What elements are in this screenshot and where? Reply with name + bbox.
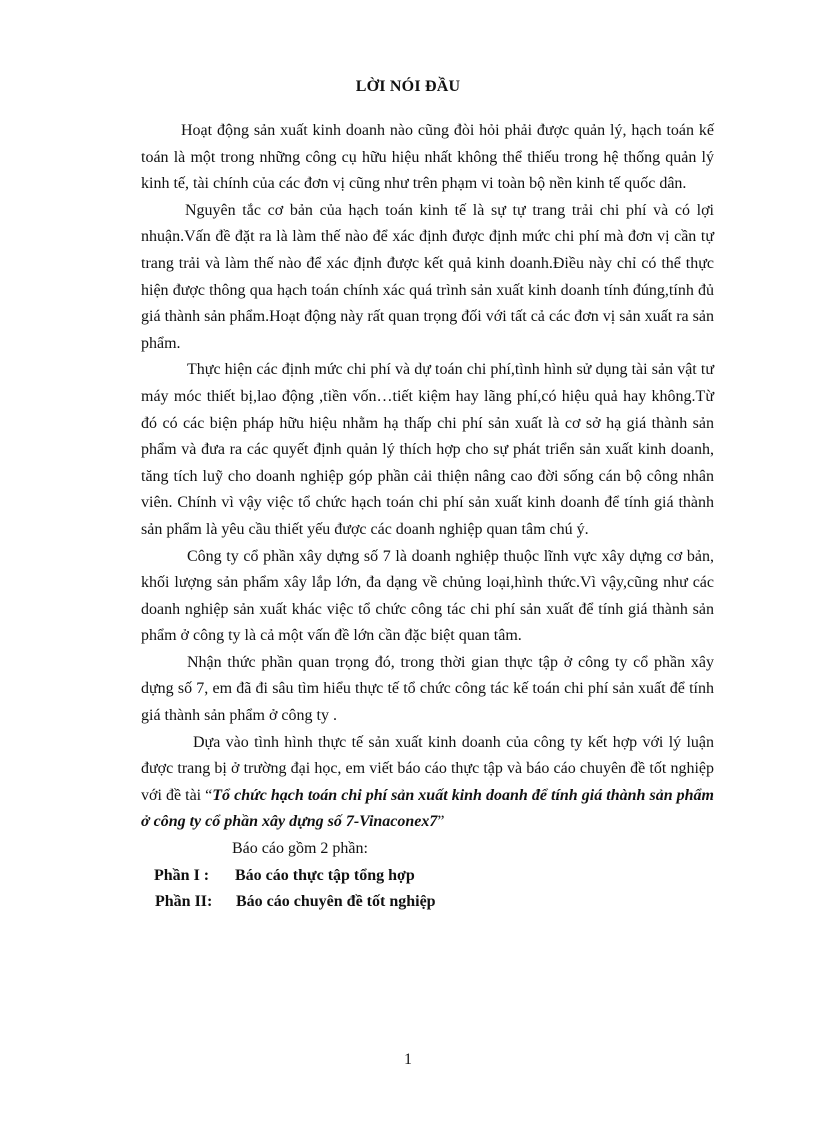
part-2-label: Phần II: xyxy=(155,893,213,911)
page-number: 1 xyxy=(404,1051,412,1068)
paragraph-6-lead: Dựa vào tình hình thực tế sản xuất kinh doanh của công ty kết hợp với lý luận được trang bị ở trường đại học, em viết báo cáo thực tập và báo cáo chuyên đề tốt nghiệp với đề tài “ xyxy=(141,733,714,804)
part-1-line xyxy=(141,863,714,890)
thesis-topic: Tổ chức hạch toán chi phí sản xuất kinh doanh để tính giá thành sản phẩm ở công ty cổ phần xây dựng số 7-Vinaconex7 xyxy=(141,786,714,831)
parts-intro: Báo cáo gồm 2 phần: xyxy=(232,840,368,858)
paragraph-6-tail: ” xyxy=(437,813,445,831)
paragraph-1: Hoạt động sản xuất kinh doanh nào cũng đòi hỏi phải được quản lý, hạch toán kế toán là một trong những công cụ hữu hiệu nhất không thể thiếu trong hệ thống quản lý kinh tế, tài chính của các đơn vị cũng như trên phạm vi toàn bộ nền kinh tế quốc dân. xyxy=(141,122,714,193)
part-2-line xyxy=(141,889,714,916)
paragraph-5: Nhận thức phần quan trọng đó, trong thời gian thực tập ở công ty cổ phần xây dựng số 7, em đã đi sâu tìm hiểu thực tế tổ chức công tác kế toán chi phí sản xuất để tính giá thành sản phẩm ở công ty . xyxy=(141,653,714,725)
page-title: LỜI NÓI ĐẦU xyxy=(355,78,461,95)
paragraph-6 xyxy=(141,730,714,836)
paragraph-3: Thực hiện các định mức chi phí và dự toán chi phí,tình hình sử dụng tài sản vật tư máy móc thiết bị,lao động ,tiền vốn…tiết kiệm hay lãng phí,có hiệu quả hay không.Từ đó có các biện pháp hữu hiệu nhằm hạ thấp chi phí sản xuất là cơ sở hạ giá thành sản phẩm và đưa ra các quyết định quản lý thích hợp cho sự phát triển sản xuất kinh doanh, tăng tích luỹ cho doanh nghiệp góp phần cải thiện nâng cao đời sống cán bộ công nhân viên. Chính vì vậy việc tổ chức hạch toán chi phí sản xuất kinh doanh để tính giá thành sản phẩm là yêu cầu thiết yếu được các doanh nghiệp quan tâm chú ý. xyxy=(141,361,714,538)
document-body xyxy=(141,118,714,916)
part-1-label: Phần I : xyxy=(154,866,210,884)
paragraph-4: Công ty cổ phần xây dựng số 7 là doanh nghiệp thuộc lĩnh vực xây dựng cơ bản, khối lượng sản phẩm xây lắp lớn, đa dạng về chủng loại,hình thức.Vì vậy,cũng như các doanh nghiệp sản xuất khác việc tổ chức công tác chi phí sản xuất để tính giá thành sản phẩm ở công ty là cả một vấn đề lớn cần đặc biệt quan tâm. xyxy=(141,547,714,645)
paragraph-2: Nguyên tắc cơ bản của hạch toán kinh tế là sự tự trang trải chi phí và có lợi nhuận.Vấn đề đặt ra là làm thế nào để xác định được định mức chi phí mà đơn vị cần tự trang trải và làm thế nào để xác định được kết quả kinh doanh.Điều này chỉ có thể thực hiện được thông qua hạch toán chính xác quá trình sản xuất kinh doanh tính đúng,tính đủ giá thành sản phẩm.Hoạt động này rất quan trọng đối với tất cả các đơn vị sản xuất ra sản phẩm. xyxy=(141,201,714,352)
part-2-name: Báo cáo chuyên đề tốt nghiệp xyxy=(236,893,436,911)
part-1-name: Báo cáo thực tập tổng hợp xyxy=(235,866,415,884)
